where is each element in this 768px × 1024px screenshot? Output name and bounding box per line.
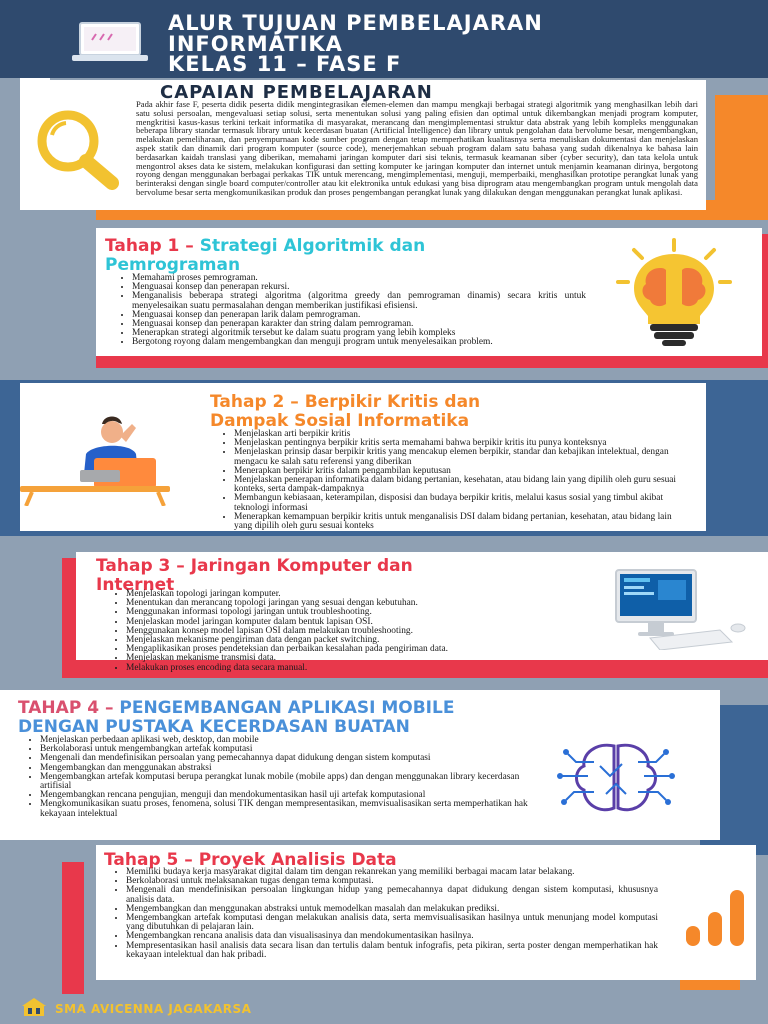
tahap3-list [112,590,592,673]
list-item: • Menjelaskan prinsip dasar berpikir kritis yang mencakup elemen berpikir, standar dan kebajikan intelektual, dengan mengacu ke salah satu referensi yang diberikan [234,448,686,466]
tahap2-title-line1: Berpikir Kritis dan [304,392,481,412]
page-title-line-1: ALUR TUJUAN PEMBELAJARAN [168,11,543,35]
list-item: • Mengkomunikasikan suatu proses, fenomena, solusi TIK dengan mempresentasikan, memvisualisasikan serta memperhatikan hak kekayaan intelektual [40,800,536,818]
tahap1-list [118,274,586,348]
list-item: • Menerapkan kemampuan berpikir kritis untuk menganalisis DSI dalam bidang pertanian, kesehatan, atau bidang lain yang dipilih oleh guru sesuai konteks [234,513,686,531]
list-item: • Menggunakan informasi topologi jaringan untuk troubleshooting. [126,608,592,617]
list-item: • Berkolaborasi untuk mengembangkan artefak komputasi [40,745,536,754]
tahap1-title [105,237,425,275]
tahap1-prefix: Tahap 1 – [105,236,200,256]
list-item: • Menjelaskan penerapan informatika dalam bidang pertanian, kesehatan, atau bidang lain yang dipilih oleh guru sesuai konteks, serta dampak-dampaknya [234,476,686,494]
tahap1-title-line2: Pemrograman [105,255,241,275]
list-item: • Menerapkan berpikir kritis dalam pengambilan keputusan [234,467,686,476]
tahap3-prefix: Tahap 3 – [96,556,191,576]
tahap3-title-line1: Jaringan Komputer dan [190,556,413,576]
list-item: • Membangun kebiasaan, keterampilan, disposisi dan budaya berpikir kritis, melalui kasus sosial yang timbul akibat teknologi informasi [234,494,686,512]
tahap5-list-wrap [112,868,658,960]
list-item: • Menentukan dan merancang topologi jaringan yang sesuai dengan kebutuhan. [126,599,592,608]
list-item: • Mengembangkan artefak komputasi berupa perangkat lunak mobile (mobile apps) dan dengan menggunakan library kecerdasan artifisial [40,773,536,791]
tahap1-list-wrap [118,274,586,348]
list-item: • Mengaplikasikan proses pendeteksian dan perbaikan kesalahan pada pengiriman data. [126,645,592,654]
tahap4-prefix: TAHAP 4 – [18,698,120,718]
list-item: • Menguasai konsep dan penerapan larik dalam pemrograman. [132,311,586,320]
list-item: • Menjelaskan arti berpikir kritis [234,430,686,439]
list-item: • Bergotong royong dalam mengembangkan dan menguji program untuk menyelesaikan problem. [132,338,586,347]
tahap5-title-line1: Proyek Analisis Data [198,850,397,870]
page-title-line-3: KELAS 11 – FASE F [168,52,402,76]
footer-school-name: SMA AVICENNA JAGAKARSA [55,1002,252,1016]
computer-icon [610,568,750,650]
bar-chart-icon [680,880,760,950]
tahap5-prefix: Tahap 5 – [104,850,199,870]
capaian-title: CAPAIAN PEMBELAJARAN [160,82,433,103]
list-item: • Menganalisis beberapa strategi algoritma (algoritma greedy dan pemrograman dinamis) secara kritis untuk menyelesaikan suatu permasalahan dengan memberikan justifikasi efisiensi. [132,292,586,310]
capaian-body: Pada akhir fase F, peserta didik peserta didik mengintegrasikan elemen-elemen dan mampu mengkaji berbagai strategi algoritmik yang menghasilkan lebih dari satu solusi persoalan, mengevaluasi setiap solusi, serta menentukan solusi yang paling efisien dan optimal untuk dikembangkan menjadi program komputer, mengkritisi kasus-kasus terkini terkait informatika di masyarakat, merancang dan mengimplementasi struktur data abstrak yang lebih kompleks menggunakan beberapa library standar termasuk library untuk kecerdasan buatan (Artificial Intelligence) dan library untuk pengolahan data bervolume besar, mengembangkan, melakukan pemeliharaan, dan penyempurnaan kode sumber program dengan tetap memperhatikan kualitasnya serta menuliskan dokumentasi dan menjelaskan aspek statik dan dinamik dari program komputer (source code), menerjemahkan sebuah program dalam satu bahasa yang sudah dikenalnya ke bahasa lain berdasarkan kaidah translasi yang diberikan, memahami jaringan komputer dari sisi teknis, termasuk keamanan siber (cyber security), dan tata kelola untuk mengontrol akses data ke sistem, melakukan konfigurasi dan setting komputer ke jaringan komputer dan internet untuk menjamin keamanan dirinya, bergotong royong dengan menggunakan berbagai perkakas TIK untuk merencang, mengimplementasi, menguji, memperbaiki, menghasilkan prototipe perangkat lunak yang berinteraksi dengan single board computer/controller atau kit elektronika untuk edukasi yang bisa diprogram atau mengembangkan program untuk mengolah data bervolume besar serta mengkomunikasikan produk dan proses pengembangan perangkat lunak yang dilakukan dengan menggunakan perangkat lunak aplikasi. [136,99,698,197]
tahap3-title-line2: Internet [96,575,175,595]
list-item: • Mempresentasikan hasil analisis data secara lisan dan tertulis dalam bentuk infografis, peta pikiran, serta poster dengan memperhatikan hak kekayaan intelektual dan hak pribadi. [126,942,658,960]
tahap2-list [220,430,686,531]
magnifier-icon [30,105,130,190]
tahap1-title-line1: Strategi Algoritmik dan [199,236,426,256]
list-item: • Mengembangkan dan menggunakan abstraksi untuk memodelkan masalah dan melakukan prediksi. [126,905,658,914]
list-item: • Memiliki budaya kerja masyarakat digital dalam tim dengan rekanrekan yang memiliki berbagai macam latar belakang. [126,868,658,877]
tahap4-title-line1: PENGEMBANGAN APLIKASI MOBILE [119,698,455,718]
tahap4-title [18,699,454,737]
tahap5-red-accent [62,862,84,994]
list-item: • Menggunakan konsep model lapisan OSI dalam melakukan troubleshooting. [126,627,592,636]
tahap5-list [112,868,658,960]
list-item: • Mengembangkan dan menggunakan abstraksi [40,764,536,773]
list-item: • Menjelaskan mekanisme pengiriman data dengan packet switching. [126,636,592,645]
laptop-icon [70,20,150,64]
tahap2-title [210,393,480,431]
list-item: • Menguasai konsep dan penerapan karakter dan string dalam pemrograman. [132,320,586,329]
tahap2-list-wrap [220,430,686,531]
list-item: • Menjelaskan model jaringan komputer dalam bentuk lapisan OSI. [126,618,592,627]
tahap2-prefix: Tahap 2 – [210,392,305,412]
page-title-line-2: INFORMATIKA [168,32,343,56]
tahap2-title-line2: Dampak Sosial Informatika [210,411,470,431]
list-item: • Menerapkan strategi algoritmik tersebut ke dalam suatu program yang lebih kompleks [132,329,586,338]
list-item: • Menjelaskan perbedaan aplikasi web, desktop, dan mobile [40,736,536,745]
school-logo-icon [20,996,48,1020]
tahap3-list-wrap [112,590,592,673]
tahap4-title-line2: DENGAN PUSTAKA KECERDASAN BUATAN [18,717,410,737]
list-item: • Menguasai konsep dan penerapan rekursi. [132,283,586,292]
brain-bulb-icon [604,236,744,348]
list-item: • Menjelaskan topologi jaringan komputer. [126,590,592,599]
list-item: • Melakukan proses encoding data secara manual. [126,664,592,673]
person-laptop-icon [20,410,170,506]
tahap4-list [26,736,536,819]
list-item: • Menjelaskan pentingnya berpikir kritis serta memahami bahwa berpikir kritis itu punya konteksnya [234,439,686,448]
tahap4-list-wrap [26,736,536,819]
capaian-orange-accent [715,95,768,220]
list-item: • Memahami proses pemrograman. [132,274,586,283]
list-item: • Mengembangkan artefak komputasi dengan melakukan analisis data, serta memvisualisasikan hasilnya untuk menunjang model komputasi yang dibutuhkan di pelajaran lain. [126,914,658,932]
list-item: • Mengembangkan rencana pengujian, menguji dan mendokumentasikan hasil uji artefak komputasional [40,791,536,800]
list-item: • Menjelaskan mekanisme transmisi data. [126,654,592,663]
list-item: • Mengenali dan mendefinisikan persoalan yang pemecahannya dapat didukung dengan sistem komputasi [40,754,536,763]
list-item: • Berkolaborasi untuk melaksanakan tugas dengan tema komputasi. [126,877,658,886]
circuit-brain-icon [548,736,684,826]
list-item: • Mengembangkan rencana analisis data dan visualisasinya dan mendokumentasikan hasilnya. [126,932,658,941]
list-item: • Mengenali dan mendefinisikan persoalan lingkungan hidup yang pemecahannya dapat didukung dengan sistem komputasi, khususnya analisis data. [126,886,658,904]
